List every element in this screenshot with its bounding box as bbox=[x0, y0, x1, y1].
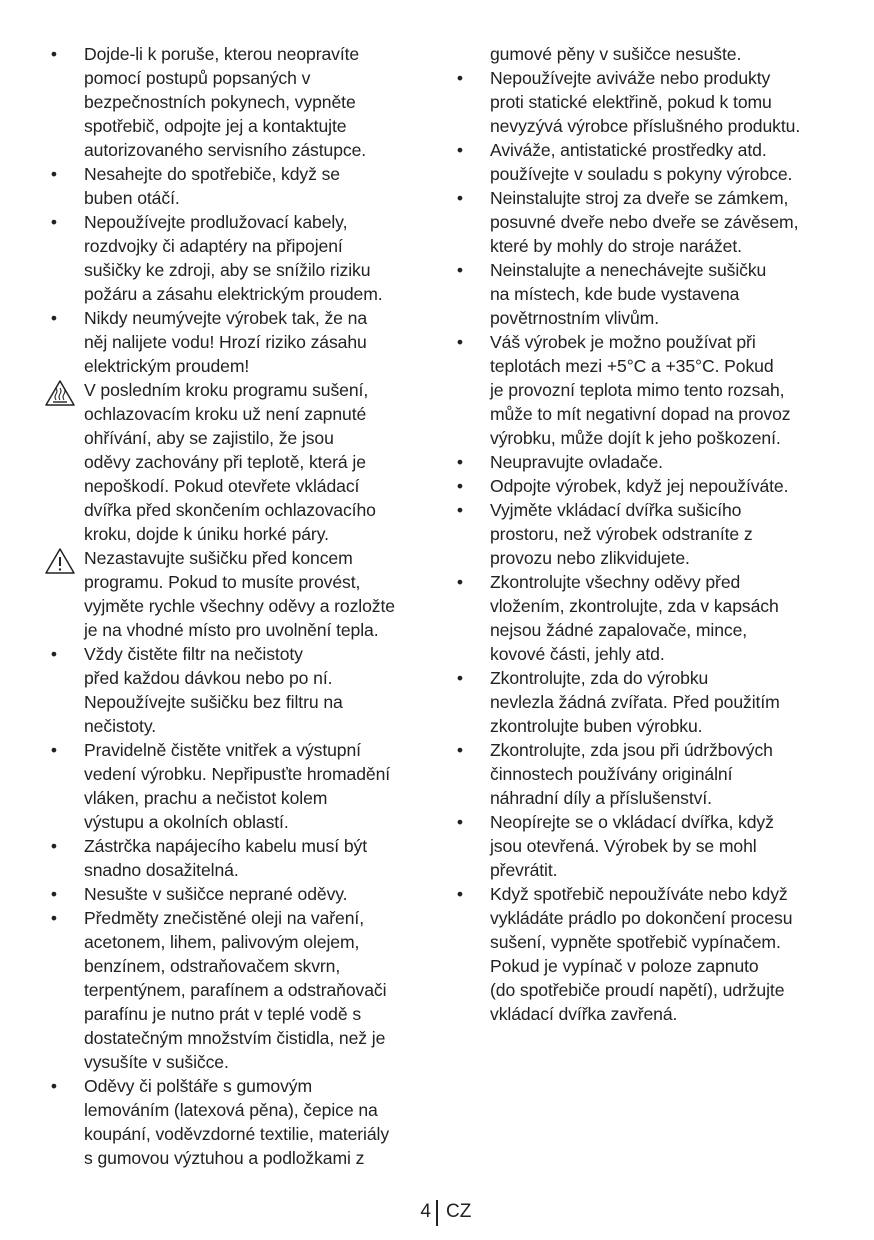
text-line: Zástrčka napájecího kabelu musí být bbox=[84, 836, 368, 856]
text-line: Předměty znečistěné oleji na vaření, bbox=[84, 908, 365, 928]
text-line: ochlazovacím kroku už není zapnuté bbox=[84, 404, 367, 424]
text-line: Zkontrolujte, zda jsou při údržbových bbox=[490, 740, 773, 760]
text-line: vysušíte v sušičce. bbox=[84, 1052, 229, 1072]
text-line: je provozní teplota mimo tento rozsah, bbox=[490, 380, 785, 400]
text-line: výrobku, může dojít k jeho poškození. bbox=[490, 428, 781, 448]
list-item bbox=[44, 378, 434, 546]
right-column bbox=[450, 42, 845, 1026]
text-line: Neinstalujte a nenechávejte sušičku bbox=[490, 260, 767, 280]
text-line: proti statické elektřině, pokud k tomu bbox=[490, 92, 772, 112]
hot-surface-warning-icon bbox=[44, 379, 76, 407]
text-line: Nepoužívejte aviváže nebo produkty bbox=[490, 68, 771, 88]
text-line: povětrnostním vlivům. bbox=[490, 308, 660, 328]
list-item bbox=[44, 882, 434, 906]
text-line: vkládací dvířka zavřená. bbox=[490, 1004, 678, 1024]
text-line: vykládáte prádlo po dokončení procesu bbox=[490, 908, 793, 928]
list-item bbox=[450, 882, 845, 1026]
bullet-icon: • bbox=[50, 44, 58, 64]
text-line: lemováním (latexová pěna), čepice na bbox=[84, 1100, 378, 1120]
page-footer bbox=[0, 1198, 874, 1226]
text-line: Nesušte v sušičce neprané oděvy. bbox=[84, 884, 348, 904]
text-line: provozu nebo zlikvidujete. bbox=[490, 548, 690, 568]
text-line: Nikdy neumývejte výrobek tak, že na bbox=[84, 308, 368, 328]
text-line: Neinstalujte stroj za dveře se zámkem, bbox=[490, 188, 789, 208]
text-line: teplotách mezi +5°C a +35°C. Pokud bbox=[490, 356, 774, 376]
list-item bbox=[450, 738, 845, 810]
bullet-icon: • bbox=[50, 644, 58, 664]
list-item bbox=[450, 450, 845, 474]
text-line: Odpojte výrobek, když jej nepoužíváte. bbox=[490, 476, 789, 496]
text-line: gumové pěny v sušičce nesušte. bbox=[490, 44, 742, 64]
bullet-icon: • bbox=[456, 452, 464, 472]
text-line: terpentýnem, parafínem a odstraňovači bbox=[84, 980, 387, 1000]
text-line: které by mohly do stroje narážet. bbox=[490, 236, 742, 256]
text-line: rozdvojky či adaptéry na připojení bbox=[84, 236, 343, 256]
text-line: Neupravujte ovladače. bbox=[490, 452, 663, 472]
text-line: Vyjměte vkládací dvířka sušicího bbox=[490, 500, 742, 520]
list-item bbox=[44, 306, 434, 378]
list-item bbox=[450, 570, 845, 666]
left-column bbox=[44, 42, 434, 1170]
text-line: prostoru, než výrobek odstraníte z bbox=[490, 524, 753, 544]
text-line: Nepoužívejte prodlužovací kabely, bbox=[84, 212, 348, 232]
text-line: Když spotřebič nepoužíváte nebo když bbox=[490, 884, 788, 904]
bullet-icon: • bbox=[456, 812, 464, 832]
text-line: jsou otevřená. Výrobek by se mohl bbox=[490, 836, 757, 856]
text-line: spotřebič, odpojte jej a kontaktujte bbox=[84, 116, 347, 136]
text-line: Aviváže, antistatické prostředky atd. bbox=[490, 140, 767, 160]
warning-triangle-icon bbox=[44, 547, 76, 575]
text-line: nevlezla žádná zvířata. Před použitím bbox=[490, 692, 780, 712]
text-line: nepoškodí. Pokud otevřete vkládací bbox=[84, 476, 360, 496]
list-item bbox=[450, 810, 845, 882]
text-line: požáru a zásahu elektrickým proudem. bbox=[84, 284, 383, 304]
list-item bbox=[44, 162, 434, 210]
list-item bbox=[450, 186, 845, 258]
text-line: Nesahejte do spotřebiče, když se bbox=[84, 164, 340, 184]
bullet-icon: • bbox=[50, 884, 58, 904]
list-item bbox=[450, 666, 845, 738]
bullet-icon: • bbox=[456, 332, 464, 352]
text-line: elektrickým proudem! bbox=[84, 356, 250, 376]
text-line: posuvné dveře nebo dveře se závěsem, bbox=[490, 212, 799, 232]
list-item bbox=[450, 66, 845, 138]
text-line: Zkontrolujte, zda do výrobku bbox=[490, 668, 709, 688]
text-line: kroku, dojde k úniku horké páry. bbox=[84, 524, 329, 544]
footer-divider bbox=[436, 1200, 438, 1226]
text-line: programu. Pokud to musíte provést, bbox=[84, 572, 361, 592]
text-line: nečistoty. bbox=[84, 716, 157, 736]
text-line: Neopírejte se o vkládací dvířka, když bbox=[490, 812, 774, 832]
text-line: sušení, vypněte spotřebič vypínačem. bbox=[490, 932, 781, 952]
text-line: kovové části, jehly atd. bbox=[490, 644, 665, 664]
bullet-icon: • bbox=[456, 500, 464, 520]
text-line: převrátit. bbox=[490, 860, 558, 880]
text-line: zkontrolujte buben výrobku. bbox=[490, 716, 703, 736]
text-line: je na vhodné místo pro uvolnění tepla. bbox=[84, 620, 379, 640]
text-line: výstupu a okolních oblastí. bbox=[84, 812, 289, 832]
text-line: V posledním kroku programu sušení, bbox=[84, 380, 369, 400]
bullet-icon: • bbox=[456, 260, 464, 280]
text-line: ohřívání, aby se zajistilo, že jsou bbox=[84, 428, 334, 448]
bullet-icon: • bbox=[456, 572, 464, 592]
text-line: nevyzývá výrobce příslušného produktu. bbox=[490, 116, 801, 136]
text-line: Pravidelně čistěte vnitřek a výstupní bbox=[84, 740, 361, 760]
text-line: Vždy čistěte filtr na nečistoty bbox=[84, 644, 303, 664]
text-line: náhradní díly a příslušenství. bbox=[490, 788, 712, 808]
text-line: Nezastavujte sušičku před koncem bbox=[84, 548, 353, 568]
bullet-icon: • bbox=[456, 668, 464, 688]
list-item bbox=[450, 330, 845, 450]
bullet-icon: • bbox=[50, 164, 58, 184]
text-line: autorizovaného servisního zástupce. bbox=[84, 140, 367, 160]
list-item bbox=[44, 738, 434, 834]
bullet-icon: • bbox=[456, 740, 464, 760]
text-line: činnostech používány originální bbox=[490, 764, 733, 784]
text-line: vláken, prachu a nečistot kolem bbox=[84, 788, 328, 808]
list-item bbox=[44, 834, 434, 882]
text-line: parafínu je nutno prát v teplé vodě s bbox=[84, 1004, 362, 1024]
bullet-icon: • bbox=[50, 1076, 58, 1096]
text-line: před každou dávkou nebo po ní. bbox=[84, 668, 333, 688]
bullet-icon: • bbox=[456, 884, 464, 904]
text-line: acetonem, lihem, palivovým olejem, bbox=[84, 932, 360, 952]
list-item bbox=[450, 138, 845, 186]
text-line: může to mít negativní dopad na provoz bbox=[490, 404, 791, 424]
list-item bbox=[44, 42, 434, 162]
bullet-icon: • bbox=[456, 68, 464, 88]
text-line: buben otáčí. bbox=[84, 188, 180, 208]
text-line: koupání, voděvzdorné textilie, materiály bbox=[84, 1124, 390, 1144]
language-code: CZ bbox=[446, 1201, 472, 1222]
text-line: Pokud je vypínač v poloze zapnuto bbox=[490, 956, 759, 976]
text-line: Oděvy či polštáře s gumovým bbox=[84, 1076, 313, 1096]
text-line: nejsou žádné zapalovače, mince, bbox=[490, 620, 748, 640]
text-line: benzínem, odstraňovačem skvrn, bbox=[84, 956, 341, 976]
text-line: bezpečnostních pokynech, vypněte bbox=[84, 92, 356, 112]
text-line: vyjměte rychle všechny oděvy a rozložte bbox=[84, 596, 395, 616]
text-line: s gumovou výztuhou a podložkami z bbox=[84, 1148, 365, 1168]
text-line: vedení výrobku. Nepřipusťte hromadění bbox=[84, 764, 391, 784]
list-item bbox=[44, 210, 434, 306]
list-item bbox=[450, 474, 845, 498]
text-line: používejte v souladu s pokyny výrobce. bbox=[490, 164, 793, 184]
bullet-icon: • bbox=[50, 308, 58, 328]
bullet-icon: • bbox=[50, 740, 58, 760]
text-line: Váš výrobek je možno používat při bbox=[490, 332, 756, 352]
list-item bbox=[44, 1074, 434, 1170]
bullet-icon: • bbox=[456, 188, 464, 208]
text-line: snadno dosažitelná. bbox=[84, 860, 239, 880]
text-line: na místech, kde bude vystavena bbox=[490, 284, 740, 304]
text-line: dvířka před skončením ochlazovacího bbox=[84, 500, 376, 520]
list-item bbox=[44, 906, 434, 1074]
text-line: dostatečným množstvím čistidla, než je bbox=[84, 1028, 386, 1048]
text-line: pomocí postupů popsaných v bbox=[84, 68, 311, 88]
bullet-icon: • bbox=[50, 836, 58, 856]
list-item bbox=[450, 498, 845, 570]
bullet-icon: • bbox=[50, 908, 58, 928]
text-line: něj nalijete vodu! Hrozí riziko zásahu bbox=[84, 332, 367, 352]
text-line: vložením, zkontrolujte, zda v kapsách bbox=[490, 596, 779, 616]
text-line: oděvy zachovány při teplotě, která je bbox=[84, 452, 366, 472]
bullet-icon: • bbox=[50, 212, 58, 232]
list-item bbox=[44, 642, 434, 738]
text-line: Dojde-li k poruše, kterou neopravíte bbox=[84, 44, 360, 64]
text-line: (do spotřebiče proudí napětí), udržujte bbox=[490, 980, 785, 1000]
bullet-icon: • bbox=[456, 140, 464, 160]
list-item bbox=[450, 258, 845, 330]
text-line: Nepoužívejte sušičku bez filtru na bbox=[84, 692, 343, 712]
list-item bbox=[450, 42, 845, 66]
list-item bbox=[44, 546, 434, 642]
bullet-icon: • bbox=[456, 476, 464, 496]
page-number: 4 bbox=[420, 1201, 431, 1222]
text-line: sušičky ke zdroji, aby se snížilo riziku bbox=[84, 260, 371, 280]
text-line: Zkontrolujte všechny oděvy před bbox=[490, 572, 741, 592]
